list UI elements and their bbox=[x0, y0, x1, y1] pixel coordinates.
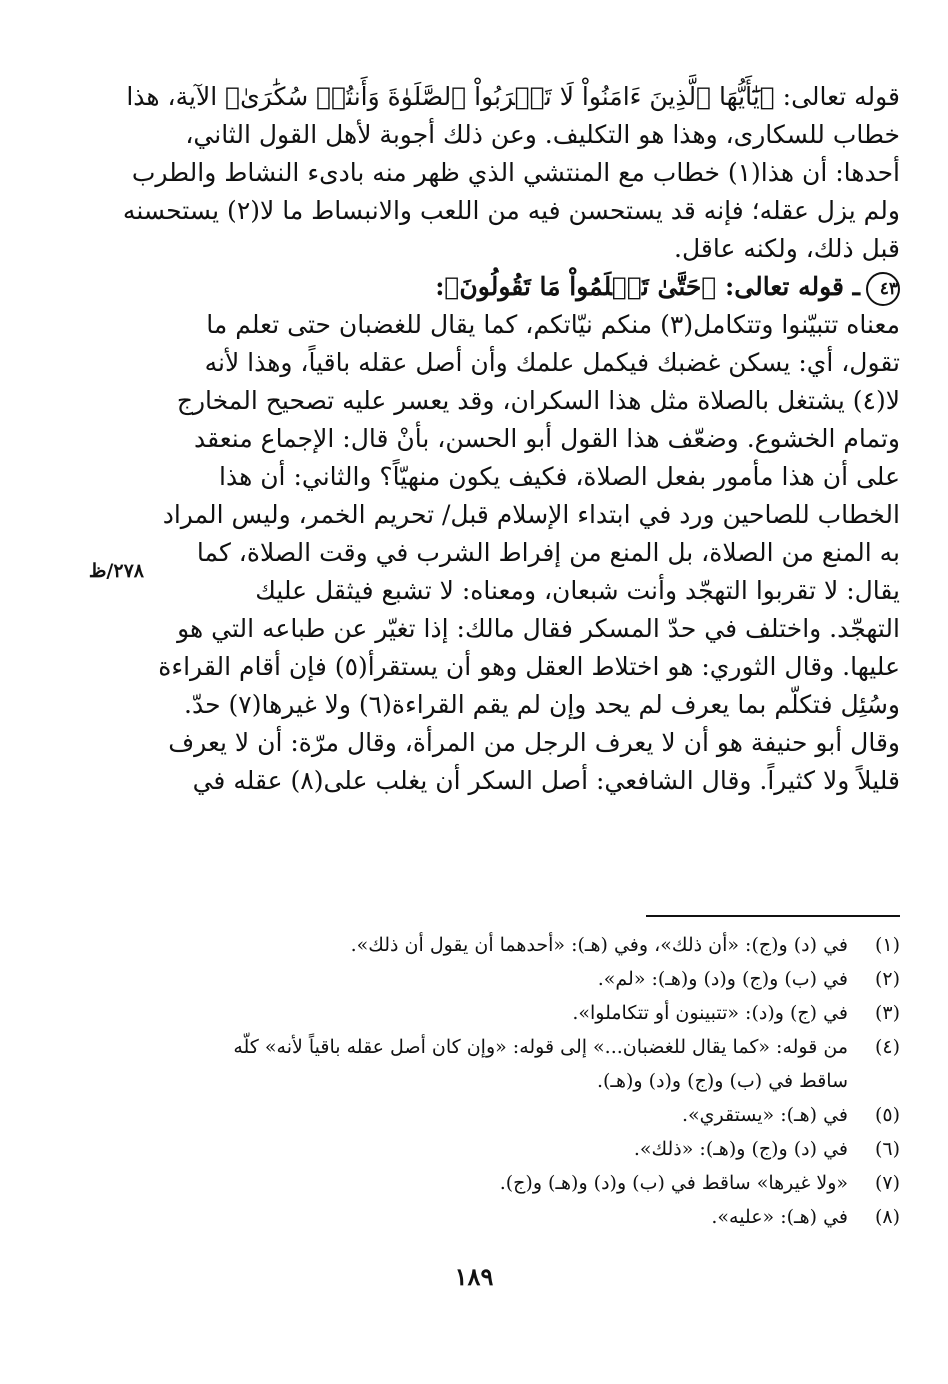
footnote-number: (٧) bbox=[874, 1172, 900, 1194]
text-line: قبل ذلك، ولكنه عاقل. bbox=[674, 234, 900, 263]
footnotes bbox=[148, 928, 900, 1234]
text-line: قوله تعالى: ﴿يَٰٓأَيُّهَا ٱلَّذِينَ ءَامَنُواْ لَا تَقۡرَبُواْ ٱلصَّلَوٰةَ وَأَنتُمۡ سُكَٰرَىٰ﴾ الآية، هذا bbox=[126, 82, 900, 111]
verse-number-badge: ٤٣ bbox=[866, 272, 900, 306]
text-line: معناه تتبيّنوا وتتكامل(٣) منكم نيّاتكم، كما يقال للغضبان حتى تعلم ما bbox=[206, 310, 900, 339]
text-line: ولم يزل عقله؛ فإنه قد يستحسن فيه من اللعب والانبساط ما لا(٢) يستحسنه bbox=[122, 196, 900, 225]
footnote bbox=[148, 928, 900, 962]
text-line: قليلاً ولا كثيراً. وقال الشافعي: أصل السكر أن يغلب على(٨) عقله في bbox=[192, 766, 900, 795]
text-line: وتمام الخشوع. وضعّف هذا القول أبو الحسن، بأنْ قال: الإجماع منعقد bbox=[193, 424, 900, 453]
main-text bbox=[122, 78, 900, 800]
text-line: عليها. وقال الثوري: هو اختلاط العقل وهو أن يستقرأ(٥) فإن أقام القراءة bbox=[158, 652, 900, 681]
text-line: يقال: لا تقربوا التهجّد وأنت شبعان، ومعناه: لا تشبع فيثقل عليك bbox=[255, 576, 900, 605]
footnote-number: (٨) bbox=[874, 1206, 900, 1228]
text-line: أحدها: أن هذا(١) خطاب مع المنتشي الذي ظهر منه بادىء النشاط والطرب bbox=[131, 158, 900, 187]
text-line: خطاب للسكارى، وهذا هو التكليف. وعن ذلك أجوبة لأهل القول الثاني، bbox=[185, 120, 900, 149]
text-line: لا(٤) يشتغل بالصلاة مثل هذا السكران، وقد يعسر عليه تصحيح المخارج bbox=[176, 386, 900, 415]
page-number: ١٨٩ bbox=[454, 1262, 494, 1291]
footnote-number: (١) bbox=[874, 934, 900, 956]
footnote-number: (٤) bbox=[874, 1036, 900, 1058]
footnote-text: في (هـ): «عليه». bbox=[711, 1206, 848, 1228]
manuscript-folio-note: ٢٧٨/ظ bbox=[88, 560, 144, 582]
verse-heading bbox=[148, 268, 900, 306]
text-line: التهجّد. واختلف في حدّ المسكر فقال مالك: إذا تغيّر عن طباعه التي هو bbox=[177, 614, 900, 643]
footnote-number: (٦) bbox=[874, 1138, 900, 1160]
footnote-number: (٢) bbox=[874, 968, 900, 990]
footnote-text: من قوله: «كما يقال للغضبان...» إلى قوله: «وإن كان أصل عقله باقياً لأنه» كلّه bbox=[233, 1036, 848, 1058]
footnote bbox=[148, 1030, 900, 1064]
footnote-text: في (هـ): «يستقري». bbox=[681, 1104, 848, 1126]
text-line: على أن هذا مأمور بفعل الصلاة، فكيف يكون منهيّاً؟ والثاني: أن هذا bbox=[219, 462, 900, 491]
footnote bbox=[148, 996, 900, 1030]
footnote bbox=[148, 1132, 900, 1166]
footnote-text: في (د) و(ج) و(هـ): «ذلك». bbox=[633, 1138, 848, 1160]
footnote-text: في (د) و(ج): «أن ذلك»، وفي (هـ): «أحدهما أن يقول أن ذلك». bbox=[350, 934, 848, 956]
footnote-text: في (ب) و(ج) و(د) و(هـ): «لم». bbox=[597, 968, 848, 990]
footnote-text: «ولا غيرها» ساقط في (ب) و(د) و(هـ) و(ج). bbox=[499, 1172, 848, 1194]
footnote bbox=[148, 1098, 900, 1132]
text-line: وسُئِل فتكلّم بما يعرف لم يحد وإن لم يقم القراءة(٦) ولا غيرها(٧) حدّ. bbox=[184, 690, 900, 719]
text-line: به المنع من الصلاة، بل المنع من إفراط الشرب في وقت الصلاة، كما bbox=[196, 538, 900, 567]
footnote-text: في (ج) و(د): «تتبينون أو تتكاملوا». bbox=[572, 1002, 848, 1024]
footnote-number: (٥) bbox=[874, 1104, 900, 1126]
footnote-number: (٣) bbox=[874, 1002, 900, 1024]
verse-heading-text: ـ قوله تعالى: ﴿حَتَّىٰ تَعۡلَمُواْ مَا تَقُولُونَ﴾: bbox=[435, 272, 860, 301]
footnote-divider bbox=[646, 915, 900, 917]
footnote bbox=[148, 1166, 900, 1200]
footnote bbox=[148, 1200, 900, 1234]
footnote bbox=[148, 962, 900, 996]
text-line: الخطاب للصاحين ورد في ابتداء الإسلام قبل/ تحريم الخمر، وليس المراد bbox=[162, 500, 900, 529]
footnote-continuation: ساقط في (ب) و(ج) و(د) و(هـ). bbox=[596, 1070, 848, 1092]
text-line: تقول، أي: يسكن غضبك فيكمل علمك وأن أصل عقله باقياً، وهذا لأنه bbox=[204, 348, 900, 377]
text-line: وقال أبو حنيفة هو أن لا يعرف الرجل من المرأة، وقال مرّة: أن لا يعرف bbox=[168, 728, 900, 757]
